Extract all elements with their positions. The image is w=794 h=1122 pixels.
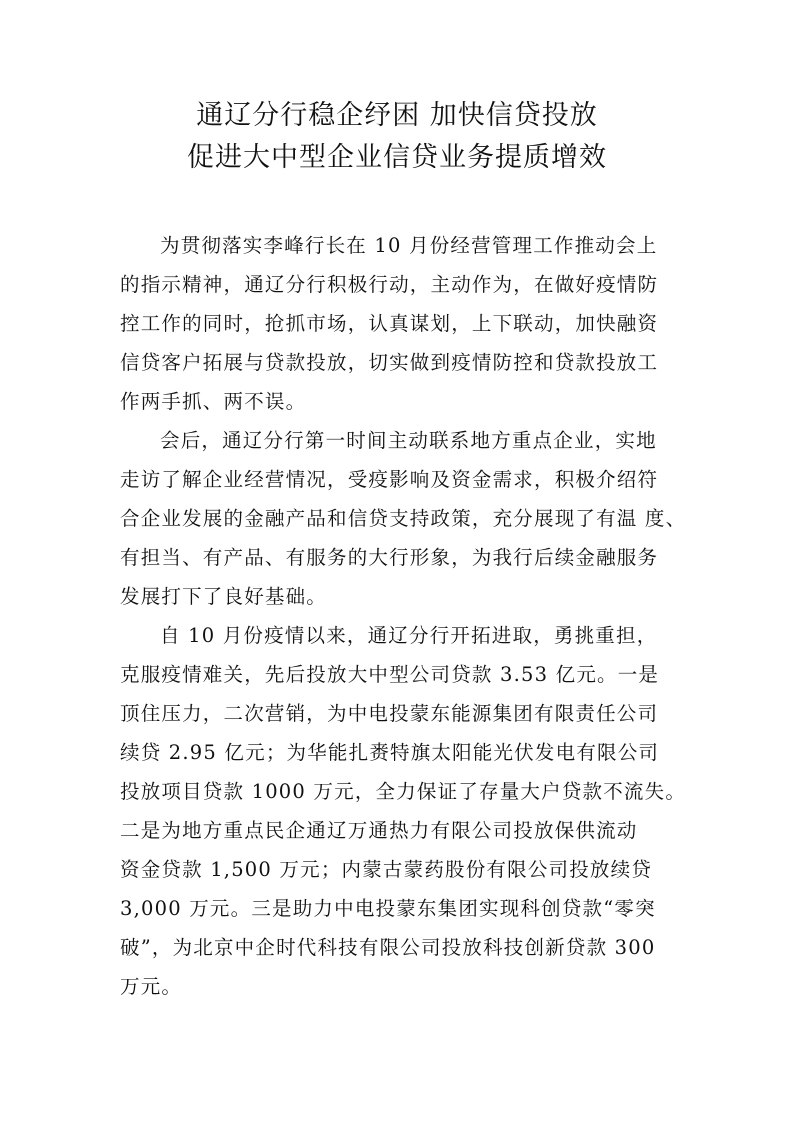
paragraph-3-line: 续贷 2.95 亿元；为华能扎赉特旗太阳能光伏发电有限公司 bbox=[120, 741, 660, 764]
paragraph-3-line: 投放项目贷款 1000 万元，全力保证了存量大户贷款不流失。 bbox=[120, 780, 687, 803]
paragraph-3-line: 破”，为北京中企时代科技有限公司投放科技创新贷款 300 bbox=[120, 936, 656, 959]
paragraph-3-line: 顶住压力，二次营销，为中电投蒙东能源集团有限责任公司 bbox=[120, 702, 659, 725]
paragraph-1-line: 信贷客户拓展与贷款投放，切实做到疫情防控和贷款投放工 bbox=[120, 351, 659, 374]
paragraph-2-line: 走访了解企业经营情况，受疫影响及资金需求，积极介绍符 bbox=[120, 468, 659, 491]
paragraph-3-line: 资金贷款 1,500 万元；内蒙古蒙药股份有限公司投放续贷 bbox=[120, 858, 653, 881]
paragraph-2-line: 有担当、有产品、有服务的大行形象，为我行后续金融服务 bbox=[120, 546, 659, 569]
paragraph-1-line: 的指示精神，通辽分行积极行动，主动作为，在做好疫情防 bbox=[120, 273, 659, 296]
paragraph-3-line: 克服疫情难关，先后投放大中型公司贷款 3.53 亿元。一是 bbox=[120, 663, 660, 686]
paragraph-3-line: 自 10 月份疫情以来，通辽分行开拓进取，勇挑重担， bbox=[160, 624, 658, 647]
paragraph-2-line: 发展打下了良好基础。 bbox=[120, 585, 328, 608]
paragraph-1-line: 控工作的同时，抢抓市场，认真谋划，上下联动，加快融资 bbox=[120, 312, 659, 335]
paragraph-3-line: 二是为地方重点民企通辽万通热力有限公司投放保供流动 bbox=[120, 819, 638, 842]
paragraph-3-line: 万元。 bbox=[120, 975, 183, 998]
paragraph-2-line: 合企业发展的金融产品和信贷支持政策，充分展现了有温 度、 bbox=[120, 507, 687, 530]
paragraph-1-line: 为贯彻落实李峰行长在 10 月份经营管理工作推动会上 bbox=[160, 234, 658, 257]
document-title-line-1: 通辽分行稳企纾困 加快信贷投放 bbox=[196, 100, 598, 131]
paragraph-1-line: 作两手抓、两不误。 bbox=[120, 390, 307, 413]
document-title-line-2: 促进大中型企业信贷业务提质增效 bbox=[187, 142, 607, 173]
paragraph-3-line: 3,000 万元。三是助力中电投蒙东集团实现科创贷款“零突 bbox=[120, 897, 656, 920]
paragraph-2-line: 会后，通辽分行第一时间主动联系地方重点企业，实地 bbox=[160, 429, 657, 452]
